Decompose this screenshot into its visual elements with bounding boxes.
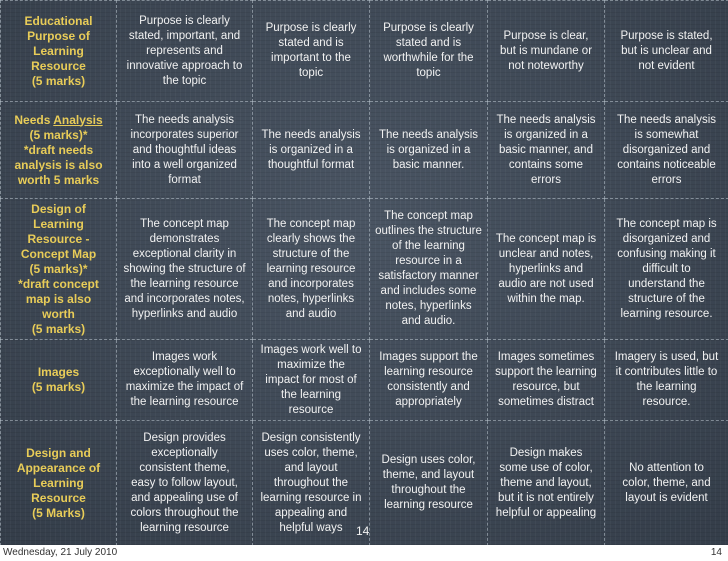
footer-bar xyxy=(0,545,728,561)
cell-line: disorganized and xyxy=(622,143,711,156)
cell-line: throughout the xyxy=(391,484,466,496)
cell-line: The concept map is xyxy=(495,232,597,245)
criterion-line: *draft concept xyxy=(18,276,99,291)
cell-line: and appealing use of xyxy=(131,491,238,504)
rubric-cell xyxy=(605,199,728,340)
cell-line: theme, and layout xyxy=(382,469,475,481)
cell-line: and incorporates xyxy=(268,277,354,290)
cell-line: disorganized and xyxy=(622,232,711,245)
cell-line: errors xyxy=(530,173,562,186)
cell-line: The needs analysis xyxy=(496,113,596,126)
rubric-cell xyxy=(253,340,370,421)
cell-line: helpful ways xyxy=(279,521,343,534)
criterion-line: Resource xyxy=(31,490,86,505)
cell-line: and audio xyxy=(285,307,337,320)
cell-line: is organized in a xyxy=(269,143,353,156)
slide-number-inline: 14 xyxy=(356,524,370,538)
criterion-line: Resource - xyxy=(27,231,90,246)
cell-line: uses color, theme, xyxy=(264,446,358,459)
cell-line: consistently and xyxy=(387,381,470,393)
cell-line: exceptional clarity in xyxy=(132,247,237,260)
cell-line: the learning xyxy=(280,388,342,401)
cell-line: The needs analysis xyxy=(378,128,479,141)
criterion-underlined-text: Analysis xyxy=(53,112,103,127)
rubric-cell xyxy=(117,1,253,102)
criterion-line: Purpose of xyxy=(27,28,90,43)
cell-line: satisfactory manner xyxy=(378,270,479,282)
cell-line: throughout the xyxy=(273,476,349,489)
cell-line: incorporates superior xyxy=(130,128,239,141)
cell-line: is somewhat xyxy=(634,128,699,141)
criterion-line xyxy=(4,113,113,128)
criterion-cell xyxy=(1,199,117,340)
cell-line: topic xyxy=(416,67,441,79)
cell-line: it contributes little to xyxy=(615,366,718,378)
criterion-line: analysis is also xyxy=(14,157,103,172)
cell-line: but is mundane or xyxy=(499,44,593,57)
criterion-line: (5 Marks) xyxy=(32,505,85,520)
cell-line: demonstrates xyxy=(149,232,220,245)
cell-line: stated and is xyxy=(395,37,462,49)
cell-line: easy to follow layout, xyxy=(131,476,238,489)
criterion-line: map is also xyxy=(25,291,92,306)
cell-line: worthwhile for the xyxy=(383,52,474,64)
rubric-row xyxy=(1,340,728,421)
criterion-line: Design and xyxy=(26,445,91,460)
cell-line: learning resource xyxy=(384,366,473,378)
cell-line: exceptionally xyxy=(151,446,218,459)
rubric-cell xyxy=(117,421,253,546)
cell-line: the learning xyxy=(636,381,697,393)
cell-line: resource. xyxy=(642,396,691,408)
criterion-line: Appearance of xyxy=(16,460,101,475)
cell-line: sometimes distract xyxy=(498,396,594,408)
rubric-cell xyxy=(488,102,605,199)
cell-line: thoughtful format xyxy=(267,158,355,171)
cell-line: Purpose is clear, xyxy=(503,29,589,42)
cell-line: important to the xyxy=(271,52,351,64)
cell-line: layout is evident xyxy=(625,491,708,504)
rubric-row xyxy=(1,102,728,199)
cell-line: understand the xyxy=(628,277,705,290)
cell-line: difficult to xyxy=(642,262,691,275)
cell-line: learning resource. xyxy=(620,307,713,320)
cell-line: Purpose is clearly xyxy=(139,14,230,27)
cell-line: learning resource xyxy=(266,262,356,275)
cell-line: structure of the xyxy=(272,247,350,260)
cell-line: Images support the xyxy=(379,351,478,363)
cell-line: exceptionally well to xyxy=(133,366,236,378)
cell-line: learning resource in xyxy=(260,491,362,504)
rubric-cell xyxy=(370,1,488,102)
rubric-row xyxy=(1,1,728,102)
cell-line: helpful or appealing xyxy=(495,506,597,519)
cell-line: Design consistently xyxy=(261,431,361,444)
cell-line: confusing making it xyxy=(617,247,716,260)
cell-line: audio are not used xyxy=(498,277,594,290)
criterion-line: Learning xyxy=(33,43,84,58)
criterion-line: Concept Map xyxy=(20,246,97,261)
cell-line: and thoughtful ideas xyxy=(132,143,237,156)
cell-line: the topic xyxy=(162,74,207,87)
cell-line: basic manner, and xyxy=(499,143,593,156)
rubric-cell xyxy=(370,421,488,546)
cell-line: and incorporates notes, xyxy=(124,292,245,305)
rubric-cell xyxy=(488,340,605,421)
footer-page-number: 14 xyxy=(710,547,722,558)
cell-line: stated, important, and xyxy=(128,29,241,42)
cell-line: consistent theme, xyxy=(139,461,230,474)
cell-line: The needs analysis xyxy=(616,113,717,126)
cell-line: into a well organized xyxy=(132,158,237,171)
criterion-line: Design of xyxy=(31,201,86,216)
cell-line: contains noticeable xyxy=(617,158,716,171)
cell-line: and includes some xyxy=(380,285,477,297)
cell-line: outlines the structure xyxy=(375,225,482,237)
cell-line: resource, but xyxy=(512,381,580,393)
cell-line: within the map. xyxy=(507,292,585,305)
rubric-cell xyxy=(605,1,728,102)
criterion-line: Learning xyxy=(33,475,84,490)
cell-line: some use of color, xyxy=(499,461,593,474)
cell-line: structure of the xyxy=(628,292,705,305)
criterion-line: worth 5 marks xyxy=(17,172,100,187)
cell-line: not evident xyxy=(638,59,695,72)
footer-date: Wednesday, 21 July 2010 xyxy=(3,547,118,558)
cell-line: of the learning xyxy=(392,240,465,252)
criterion-line: Images xyxy=(37,365,80,379)
cell-line: color, theme, and xyxy=(622,476,711,489)
cell-line: Design makes xyxy=(509,446,583,459)
cell-line: appealing and xyxy=(274,506,348,519)
cell-line: not noteworthy xyxy=(508,59,584,72)
cell-line: but it is not entirely xyxy=(498,491,594,504)
rubric-cell xyxy=(253,199,370,340)
criterion-cell xyxy=(1,421,117,546)
criterion-cell xyxy=(1,102,117,199)
cell-line: contains some xyxy=(508,158,584,171)
rubric-cell xyxy=(605,102,728,199)
rubric-cell xyxy=(605,340,728,421)
cell-line: The needs analysis xyxy=(261,128,361,141)
cell-line: hyperlinks and xyxy=(508,262,584,275)
rubric-cell xyxy=(488,199,605,340)
rubric-cell xyxy=(253,1,370,102)
cell-line: is organized in a xyxy=(504,128,588,141)
cell-line: and layout xyxy=(284,461,338,474)
cell-line: impact for most of xyxy=(265,373,357,386)
rubric-cell xyxy=(117,340,253,421)
cell-line: topic xyxy=(298,67,324,79)
cell-line: maximize the xyxy=(277,358,345,371)
criterion-cell xyxy=(1,340,117,421)
cell-line: basic manner. xyxy=(392,158,465,171)
cell-line: support the learning xyxy=(495,366,597,378)
cell-line: and audio. xyxy=(401,315,456,327)
cell-line: appropriately xyxy=(395,396,462,408)
cell-line: The concept map xyxy=(266,217,356,230)
rubric-row xyxy=(1,199,728,340)
rubric-cell xyxy=(605,421,728,546)
cell-line: notes, hyperlinks xyxy=(385,300,472,312)
cell-line: Images sometimes xyxy=(497,351,595,363)
cell-line: showing the structure of xyxy=(123,262,246,275)
rubric-cell xyxy=(370,102,488,199)
cell-line: notes, hyperlinks xyxy=(267,292,355,305)
cell-line: hyperlinks and audio xyxy=(131,307,238,320)
criterion-text: Needs xyxy=(14,112,54,127)
cell-line: learning resource xyxy=(384,499,473,511)
criterion-line: Learning xyxy=(33,216,84,231)
criterion-line: Resource xyxy=(31,58,86,73)
criterion-line: worth xyxy=(42,306,75,321)
cell-line: learning resource xyxy=(140,521,229,534)
criterion-line: (5 marks)* xyxy=(29,127,88,142)
criterion-line: (5 marks) xyxy=(31,380,86,394)
cell-line: but is unclear and xyxy=(621,44,712,57)
cell-line: Purpose is stated, xyxy=(620,29,713,42)
cell-line: No attention to xyxy=(629,461,704,474)
cell-line: Images work xyxy=(151,351,218,363)
cell-line: Purpose is clearly xyxy=(383,22,474,34)
cell-line: maximize the impact of xyxy=(125,381,244,393)
rubric-cell xyxy=(370,199,488,340)
cell-line: Design uses color, xyxy=(381,454,476,466)
cell-line: the learning resource xyxy=(130,277,239,290)
cell-line: Design provides xyxy=(143,431,226,444)
rubric-cell xyxy=(488,1,605,102)
cell-line: resource in a xyxy=(395,255,462,267)
cell-line: innovative approach to xyxy=(126,59,243,72)
cell-line: clearly shows the xyxy=(266,232,356,245)
cell-line: format xyxy=(168,173,201,186)
cell-line: errors xyxy=(651,173,682,186)
rubric-cell xyxy=(253,102,370,199)
cell-line: The concept map xyxy=(140,217,229,230)
cell-line: Imagery is used, but xyxy=(614,351,719,363)
criterion-line: (5 marks) xyxy=(31,321,86,336)
criterion-line: *draft needs xyxy=(23,142,94,157)
cell-line: colors throughout the xyxy=(130,506,239,519)
cell-line: Images work well to xyxy=(260,343,362,356)
cell-line: Purpose is clearly xyxy=(265,22,357,34)
cell-line: resource xyxy=(288,403,334,416)
cell-line: is organized in a xyxy=(386,143,471,156)
cell-line: theme and layout, xyxy=(500,476,592,489)
cell-line: unclear and notes, xyxy=(498,247,594,260)
rubric-cell xyxy=(117,102,253,199)
criterion-line: (5 marks)* xyxy=(29,261,88,276)
cell-line: The concept map is xyxy=(616,217,717,230)
cell-line: represents and xyxy=(146,44,223,57)
cell-line: The needs analysis xyxy=(134,113,235,126)
rubric-cell xyxy=(117,199,253,340)
rubric-cell xyxy=(488,421,605,546)
criterion-cell xyxy=(1,1,117,102)
criterion-line: Educational xyxy=(24,13,93,28)
rubric-cell xyxy=(370,340,488,421)
criterion-line: (5 marks) xyxy=(31,73,86,88)
cell-line: The concept map xyxy=(384,210,473,222)
cell-line: the learning resource xyxy=(130,396,239,408)
cell-line: stated and is xyxy=(278,37,344,49)
rubric-cell xyxy=(253,421,370,546)
